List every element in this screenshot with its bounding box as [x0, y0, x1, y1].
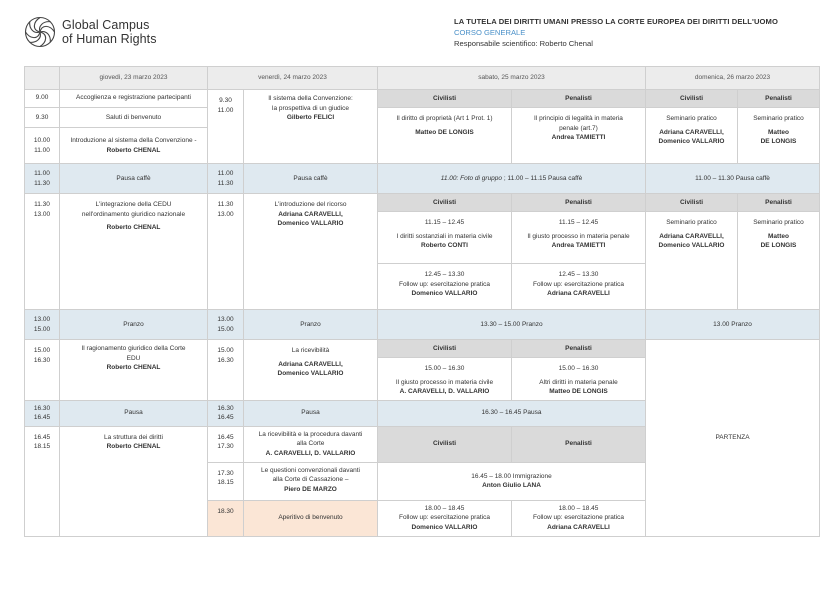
time-start: 9.30 — [219, 97, 232, 104]
session-cell — [378, 500, 512, 536]
time-cell — [208, 194, 244, 310]
course-title: LA TUTELA DEI DIRITTI UMANI PRESSO LA CORTE EUROPEA DEI DIRITTI DELL'UOMO — [454, 17, 778, 26]
session-title: Altri diritti in materia penale — [539, 378, 618, 386]
session-title: Follow up: esercitazione pratica — [398, 280, 491, 288]
speaker-name: Matteo — [768, 232, 789, 240]
table-row — [25, 90, 820, 108]
track-header-civilisti: Civilisti — [378, 194, 512, 212]
speaker-name: Domenico VALLARIO — [277, 370, 344, 377]
track-header-penalisti: Penalisti — [512, 194, 646, 212]
speaker-name: Domenico VALLARIO — [411, 290, 478, 297]
time-cell — [25, 164, 60, 194]
table-row — [25, 194, 820, 212]
speaker-name: DE LONGIS — [760, 242, 797, 249]
time-end: 16.45 — [33, 414, 51, 421]
time-end: 13.00 — [217, 210, 234, 218]
break-cell: Pranzo — [60, 310, 208, 340]
reception-cell: Aperitivo di benvenuto — [244, 500, 378, 536]
session-title: Seminario pratico — [753, 219, 804, 226]
session-time: 12.45 – 13.30 — [424, 271, 465, 278]
session-time: 11.15 – 12.45 — [558, 219, 599, 226]
track-header-penalisti: Penalisti — [512, 340, 646, 358]
logo-text — [62, 18, 157, 46]
session-title: La ricevibilità e la procedura davanti — [258, 430, 363, 438]
break-cell: 11.00 – 11.30 Pausa caffè — [646, 164, 820, 194]
time-start: 10.00 — [33, 137, 51, 144]
break-cell: Pranzo — [244, 310, 378, 340]
session-cell: Saluti di benvenuto — [60, 108, 208, 128]
day-header-sun: domenica, 26 marzo 2023 — [646, 67, 820, 90]
session-cell — [738, 108, 820, 164]
time-cell — [25, 310, 60, 340]
session-title: Le questioni convenzionali davanti — [260, 466, 360, 474]
session-cell — [378, 462, 646, 500]
speaker-name: Domenico VALLARIO — [411, 523, 478, 531]
speaker-name: Domenico VALLARIO — [277, 220, 344, 227]
speaker-name: Gilberto FELICI — [286, 114, 335, 121]
time-start: 15.00 — [33, 347, 51, 354]
time-start: 11.00 — [34, 170, 50, 177]
speaker-name: Piero DE MARZO — [284, 485, 337, 493]
speaker-name: Roberto CHENAL — [106, 146, 161, 154]
time-end: 18.15 — [217, 479, 234, 486]
speaker-name: Andrea TAMIETTI — [551, 242, 606, 249]
track-header-penalisti: Penalisti — [738, 194, 820, 212]
session-cell — [378, 264, 512, 310]
time-cell — [208, 400, 244, 426]
break-cell: 16.30 – 16.45 Pausa — [378, 400, 646, 426]
day-header-sat: sabato, 25 marzo 2023 — [378, 67, 646, 90]
session-title: Il principio di legalità in materia — [534, 115, 623, 122]
session-title: Introduzione al sistema della Convenzione - — [70, 137, 197, 144]
session-time: 18.00 – 18.45 — [558, 504, 599, 512]
session-cell: Accoglienza e registrazione partecipanti — [60, 90, 208, 108]
logo-line-2: of Human Rights — [62, 32, 157, 46]
schedule-table — [24, 66, 820, 537]
session-cell — [646, 212, 738, 310]
speaker-name: Domenico VALLARIO — [658, 242, 725, 249]
speaker-name: Matteo DE LONGIS — [549, 388, 608, 395]
day-header-row — [25, 67, 820, 90]
session-cell — [60, 128, 208, 164]
time-start: 16.30 — [33, 404, 51, 412]
course-responsible: Responsabile scientifico: Roberto Chenal — [454, 39, 593, 48]
speaker-name: Roberto CHENAL — [106, 224, 161, 231]
break-cell: Pausa caffè — [60, 164, 208, 194]
speaker-name: Adriana CARAVELLI — [547, 290, 610, 297]
break-cell: 13.30 – 15.00 Pranzo — [378, 310, 646, 340]
speaker-name: Matteo — [768, 128, 789, 136]
break-cell — [378, 164, 646, 194]
speaker-name: Andrea TAMIETTI — [551, 134, 606, 141]
session-title: penale (art.7) — [559, 124, 598, 132]
session-cell — [512, 212, 646, 264]
time-start: 13.00 — [217, 316, 234, 323]
session-cell — [244, 426, 378, 462]
time-end: 17.30 — [217, 443, 234, 450]
table-row — [25, 340, 820, 358]
session-title: La struttura dei diritti — [104, 433, 163, 441]
time-cell — [208, 340, 244, 401]
track-header-civilisti: Civilisti — [378, 340, 512, 358]
session-title: Seminario pratico — [753, 115, 804, 122]
time-end: 16.30 — [217, 356, 234, 364]
break-cell: 13.00 Pranzo — [646, 310, 820, 340]
session-title: Follow up: esercitazione pratica — [532, 280, 625, 288]
time-start: 16.45 — [33, 433, 51, 441]
session-cell — [244, 340, 378, 401]
session-cell — [60, 426, 208, 536]
session-cell — [512, 358, 646, 401]
spiral-logo-icon — [24, 16, 56, 48]
speaker-name: Domenico VALLARIO — [658, 138, 725, 145]
time-start: 11.00 — [217, 170, 234, 177]
speaker-name: Matteo DE LONGIS — [415, 128, 474, 136]
track-header-civilisti: Civilisti — [646, 90, 738, 108]
track-header-civilisti: Civilisti — [378, 90, 512, 108]
speaker-name: Roberto CONTI — [421, 242, 468, 249]
session-time: 18.00 – 18.45 — [424, 504, 465, 512]
session-title: I diritti sostanziali in materia civile — [396, 232, 493, 240]
session-title: alla Corte — [296, 440, 325, 447]
break-note: ; 11.00 – 11.15 Pausa caffè — [502, 174, 583, 182]
empty-header-cell — [25, 67, 60, 90]
session-cell — [512, 264, 646, 310]
session-title: alla Corte di Cassazione – — [272, 476, 349, 483]
track-header-civilisti: Civilisti — [378, 426, 512, 462]
track-header-penalisti: Penalisti — [738, 90, 820, 108]
time-cell — [25, 426, 60, 536]
session-title: Follow up: esercitazione pratica — [398, 514, 491, 521]
session-cell — [738, 212, 820, 310]
table-row — [25, 310, 820, 340]
departure-cell: PARTENZA — [646, 340, 820, 537]
table-row — [25, 164, 820, 194]
session-title: Seminario pratico — [666, 219, 717, 226]
speaker-name: DE LONGIS — [760, 138, 797, 145]
time-end: 13.00 — [33, 210, 51, 218]
time-cell — [25, 128, 60, 164]
speaker-name: Adriana CARAVELLI, — [659, 128, 724, 136]
speaker-name: A. CARAVELLI, D. VALLARIO — [399, 388, 490, 395]
time-cell — [208, 426, 244, 462]
session-title: Il sistema della Convenzione: — [268, 95, 353, 102]
time-end: 16.30 — [33, 356, 51, 364]
session-cell — [646, 108, 738, 164]
session-time: 11.15 – 12.45 — [424, 219, 465, 226]
session-cell — [378, 212, 512, 264]
time-cell — [25, 400, 60, 426]
session-cell — [512, 108, 646, 164]
break-cell: Pausa caffè — [244, 164, 378, 194]
document-header — [454, 17, 834, 48]
time-cell — [208, 164, 244, 194]
speaker-name: Anton Giulio LANA — [482, 482, 541, 489]
time-end: 15.00 — [33, 325, 51, 333]
session-cell — [60, 194, 208, 310]
session-title: EDU — [126, 354, 141, 362]
session-title: Il giusto processo in materia penale — [527, 232, 630, 240]
session-cell — [60, 340, 208, 401]
time-start: 16.45 — [217, 433, 234, 441]
session-title: 16.45 – 18.00 Immigrazione — [471, 472, 552, 480]
session-cell — [244, 194, 378, 310]
time-cell: 9.30 — [25, 108, 60, 128]
time-cell: 18.30 — [208, 500, 244, 536]
time-end: 18.15 — [33, 443, 51, 450]
group-photo-note: 11.00: Foto di gruppo — [440, 174, 503, 182]
session-title: Seminario pratico — [666, 115, 717, 122]
track-header-civilisti: Civilisti — [646, 194, 738, 212]
time-end: 11.30 — [217, 179, 234, 187]
time-cell: 9.00 — [25, 90, 60, 108]
time-end: 16.45 — [217, 414, 234, 421]
session-title: L'introduzione del ricorso — [274, 201, 347, 208]
speaker-name: Roberto CHENAL — [106, 443, 161, 450]
time-start: 11.30 — [217, 201, 234, 208]
speaker-name: Adriana CARAVELLI — [547, 523, 610, 531]
session-title: nell'ordinamento giuridico nazionale — [81, 210, 186, 218]
time-cell — [208, 310, 244, 340]
session-title: L'integrazione della CEDU — [95, 201, 172, 208]
track-header-penalisti: Penalisti — [512, 90, 646, 108]
global-campus-logo — [24, 14, 164, 50]
session-cell — [378, 108, 512, 164]
time-cell — [25, 340, 60, 401]
day-header-thu: giovedì, 23 marzo 2023 — [60, 67, 208, 90]
time-start: 15.00 — [217, 347, 234, 354]
session-cell — [512, 500, 646, 536]
session-cell — [244, 462, 378, 500]
track-header-penalisti: Penalisti — [512, 426, 646, 462]
time-end: 11.30 — [34, 179, 50, 187]
course-type: CORSO GENERALE — [454, 28, 526, 37]
time-end: 11.00 — [34, 146, 50, 154]
time-start: 11.30 — [34, 201, 50, 208]
speaker-name: A. CARAVELLI, D. VALLARIO — [265, 449, 356, 457]
session-title: La ricevibilità — [291, 347, 330, 354]
break-cell: Pausa — [244, 400, 378, 426]
break-cell: Pausa — [60, 400, 208, 426]
time-cell — [25, 194, 60, 310]
time-cell — [208, 462, 244, 500]
speaker-name: Adriana CARAVELLI, — [659, 232, 724, 240]
session-title: la prospettiva di un giudice — [272, 104, 349, 112]
speaker-name: Roberto CHENAL — [106, 364, 161, 371]
session-time: 15.00 – 16.30 — [558, 365, 599, 372]
session-title: Il giusto processo in materia civile — [395, 378, 494, 386]
session-title: Il diritto di proprietà (Art 1 Prot. 1) — [396, 115, 493, 122]
session-title: Il ragionamento giuridico della Corte — [81, 345, 186, 352]
day-header-fri: venerdì, 24 marzo 2023 — [208, 67, 378, 90]
logo-line-1: Global Campus — [62, 18, 150, 32]
time-start: 16.30 — [217, 404, 234, 412]
time-cell — [208, 90, 244, 164]
session-time: 15.00 – 16.30 — [424, 365, 465, 372]
session-cell — [378, 358, 512, 401]
table-row — [25, 108, 820, 128]
session-time: 12.45 – 13.30 — [558, 271, 599, 278]
time-end: 11.00 — [217, 106, 234, 114]
speaker-name: Adriana CARAVELLI, — [278, 210, 343, 218]
time-start: 13.00 — [33, 316, 51, 323]
session-cell — [244, 90, 378, 164]
time-end: 15.00 — [217, 325, 234, 333]
speaker-name: Adriana CARAVELLI, — [278, 360, 343, 368]
session-title: Follow up: esercitazione pratica — [532, 514, 625, 521]
time-start: 17.30 — [217, 469, 234, 477]
